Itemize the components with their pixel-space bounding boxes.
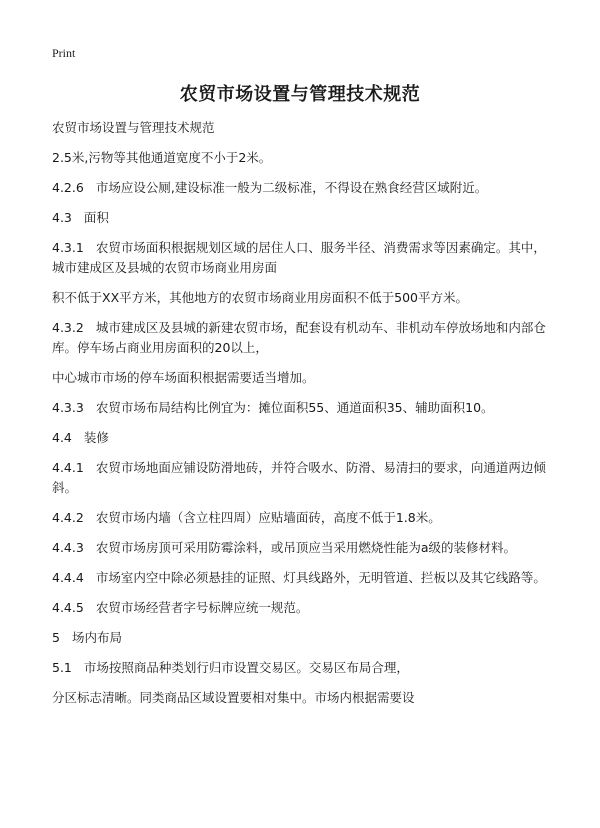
paragraph: 4.4.3 农贸市场房顶可采用防霉涂料，或吊顶应当采用燃烧性能为a级的装修材料。 (52, 540, 516, 555)
paragraph: 4.2.6 市场应设公厕,建设标准一般为二级标准，不得设在熟食经营区域附近。 (52, 180, 488, 195)
paragraph: 4.3.2 城市建成区及县城的新建农贸市场，配套设有机动车、非机动车停放场地和内部仓库。停车场占商业用房面积的20以上， (52, 320, 546, 355)
print-link[interactable]: Print (52, 46, 76, 60)
paragraph: 4.4.4 市场室内空中除必须悬挂的证照、灯具线路外，无明管道、拦板以及其它线路等。 (52, 570, 546, 585)
paragraph: 4.4.1 农贸市场地面应铺设防滑地砖，并符合吸水、防滑、易清扫的要求，向通道两边倾斜。 (52, 460, 546, 495)
paragraph: 积不低于XX平方米，其他地方的农贸市场商业用房面积不低于500平方米。 (52, 290, 468, 305)
document-title: 农贸市场设置与管理技术规范 (179, 84, 421, 105)
paragraph: 4.4.5 农贸市场经营者字号标牌应统一规范。 (52, 600, 309, 615)
section-heading: 5 场内布局 (52, 630, 122, 645)
document-body (52, 118, 557, 718)
paragraph: 中心城市市场的停车场面积根据需要适当增加。 (52, 370, 315, 385)
paragraph: 5.1 市场按照商品种类划行归市设置交易区。交易区布局合理， (52, 660, 409, 675)
paragraph: 4.4.2 农贸市场内墙（含立柱四周）应贴墙面砖，高度不低于1.8米。 (52, 510, 441, 525)
paragraph: 4.3.3 农贸市场布局结构比例宜为：摊位面积55、通道面积35、辅助面积10。 (52, 400, 494, 415)
section-heading: 4.3 面积 (52, 210, 109, 225)
paragraph: 农贸市场设置与管理技术规范 (52, 120, 215, 135)
paragraph: 2.5米,污物等其他通道宽度不小于2米。 (52, 150, 272, 165)
paragraph: 分区标志清晰。同类商品区域设置要相对集中。市场内根据需要设 (52, 690, 415, 705)
section-heading: 4.4 装修 (52, 430, 109, 445)
paragraph: 4.3.1 农贸市场面积根据规划区域的居住人口、服务半径、消费需求等因素确定。其中，城市建成区及县城的农贸市场商业用房面 (52, 240, 546, 275)
